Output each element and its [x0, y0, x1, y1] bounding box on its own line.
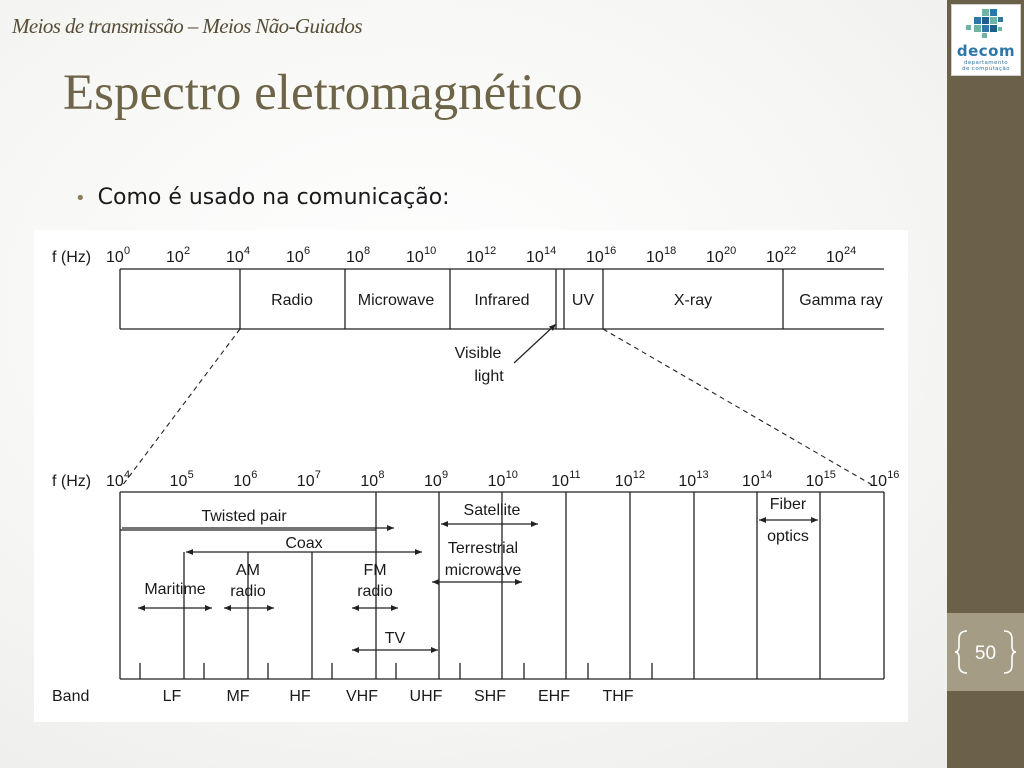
tick-label-exponent: 4: [244, 245, 251, 257]
tick-label-exponent: 12: [484, 245, 497, 257]
maritime-label: Maritime: [144, 581, 206, 598]
tick-label-base: 10: [805, 473, 824, 490]
tick-label-exponent: 18: [664, 245, 677, 257]
bullet-dot-icon: •: [75, 188, 86, 209]
tick-label-exponent: 6: [304, 245, 311, 257]
tick-label-exponent: 10: [505, 469, 518, 481]
twisted-pair-label: Twisted pair: [201, 508, 287, 525]
tv-label: TV: [384, 630, 406, 647]
tick-label-base: 10: [106, 249, 124, 266]
tick-label-base: 10: [286, 249, 304, 266]
tick-label-exponent: 11: [569, 469, 581, 481]
tick-label-base: 10: [487, 473, 506, 490]
band-shf: SHF: [474, 688, 506, 705]
tick-label-base: 10: [706, 249, 724, 266]
tick-label-exponent: 14: [544, 245, 557, 257]
tick-label-base: 10: [646, 249, 664, 266]
tick-label-base: 10: [346, 249, 364, 266]
tick-label-base: 10: [766, 249, 784, 266]
satellite-label: Satellite: [463, 502, 521, 519]
terrestrial-microwave-label-line1: Terrestrial: [447, 540, 519, 557]
slide-title: Espectro eletromagnético: [63, 65, 583, 121]
tick-label-exponent: 12: [632, 469, 646, 481]
tick-label-exponent: 15: [823, 469, 836, 481]
tick-label-base: 10: [226, 249, 244, 266]
tick-label-base: 10: [296, 473, 315, 490]
decom-logo: [951, 4, 1021, 76]
band-infrared: Infrared: [474, 292, 530, 309]
slide-number: 50: [974, 643, 997, 664]
tick-label-exponent: 22: [784, 245, 797, 257]
tick-label-exponent: 13: [696, 469, 709, 481]
terrestrial-microwave-label-line2: microwave: [444, 562, 522, 579]
bottom-axis-label: f (Hz): [52, 473, 92, 490]
tick-label-base: 10: [586, 249, 604, 266]
fiber-optics-label-line1: Fiber: [769, 496, 807, 513]
tick-label-base: 10: [166, 249, 184, 266]
logo-mosaic-icon: [952, 5, 1020, 43]
tick-label-exponent: 8: [364, 245, 371, 257]
bottom-tick-labels: [106, 469, 899, 490]
slide-number-box: [947, 613, 1024, 691]
tick-label-exponent: 6: [251, 469, 258, 481]
am-radio-label-line2: radio: [230, 583, 266, 600]
band-uv: UV: [571, 292, 595, 309]
logo-wordmark: decom: [956, 42, 1016, 60]
visible-light-label-line1: Visible: [454, 345, 502, 362]
tick-label-exponent: 14: [760, 469, 773, 481]
band-hf: HF: [289, 688, 311, 705]
band-radio: Radio: [271, 292, 313, 309]
tick-label-base: 10: [869, 473, 887, 490]
tick-label-base: 10: [526, 249, 544, 266]
band-vhf: VHF: [346, 688, 378, 705]
tick-label-exponent: 24: [844, 245, 857, 257]
tick-label-base: 10: [742, 473, 760, 490]
zoom-guide-right: [603, 329, 874, 486]
band-uhf: UHF: [409, 688, 443, 705]
logo-subtitle: [952, 60, 1020, 72]
band-axis-label: Band: [52, 688, 90, 705]
spectrum-figure: [34, 230, 908, 722]
visible-light-arrow: [514, 324, 556, 363]
coax-label: Coax: [285, 535, 323, 552]
zoom-guide-left: [122, 329, 240, 486]
am-radio-label-line1: AM: [236, 562, 260, 579]
tick-label-exponent: 16: [887, 469, 900, 481]
band-xray: X-ray: [673, 292, 713, 309]
band-gamma-ray: Gamma ray: [799, 292, 883, 309]
tick-label-base: 10: [614, 473, 633, 490]
tick-label-exponent: 2: [184, 245, 191, 257]
top-axis-label: f (Hz): [52, 249, 92, 266]
tick-label-base: 10: [360, 473, 379, 490]
band-thf: THF: [602, 688, 634, 705]
tick-label-base: 10: [106, 473, 124, 490]
band-mf: MF: [226, 688, 250, 705]
band-microwave: Microwave: [357, 292, 435, 309]
header-subtitle: Meios de transmissão – Meios Não-Guiados: [12, 14, 362, 38]
tick-label-exponent: 5: [187, 469, 194, 481]
tick-label-base: 10: [678, 473, 697, 490]
tick-label-base: 10: [233, 473, 251, 490]
tick-label-exponent: 16: [604, 245, 617, 257]
tick-label-exponent: 10: [424, 245, 437, 257]
tick-label-exponent: 7: [314, 469, 321, 481]
tick-label-exponent: 9: [442, 469, 449, 481]
tick-label-base: 10: [424, 473, 442, 490]
visible-light-label-line2: light: [474, 368, 504, 385]
tick-label-exponent: 20: [724, 245, 737, 257]
band-lf: LF: [162, 688, 182, 705]
top-tick-labels: [106, 245, 856, 266]
tick-label-exponent: 8: [378, 469, 385, 481]
tick-label-base: 10: [551, 473, 569, 490]
bullet-text: Como é usado na comunicação:: [97, 185, 450, 210]
fm-radio-label-line2: radio: [357, 583, 393, 600]
band-ehf: EHF: [538, 688, 570, 705]
fm-radio-label-line1: FM: [363, 562, 387, 579]
bullet-item: [75, 185, 450, 210]
tick-label-exponent: 4: [124, 469, 131, 481]
tick-label-exponent: 0: [124, 245, 131, 257]
tick-label-base: 10: [466, 249, 484, 266]
logo-subtitle-line2: de computação: [962, 66, 1010, 72]
logo-subtitle-line1: departamento: [963, 60, 1009, 66]
tick-label-base: 10: [826, 249, 844, 266]
fiber-optics-label-line2: optics: [767, 528, 809, 545]
tick-label-base: 10: [169, 473, 188, 490]
spectrum-diagram: [34, 230, 908, 722]
tick-label-base: 10: [406, 249, 424, 266]
